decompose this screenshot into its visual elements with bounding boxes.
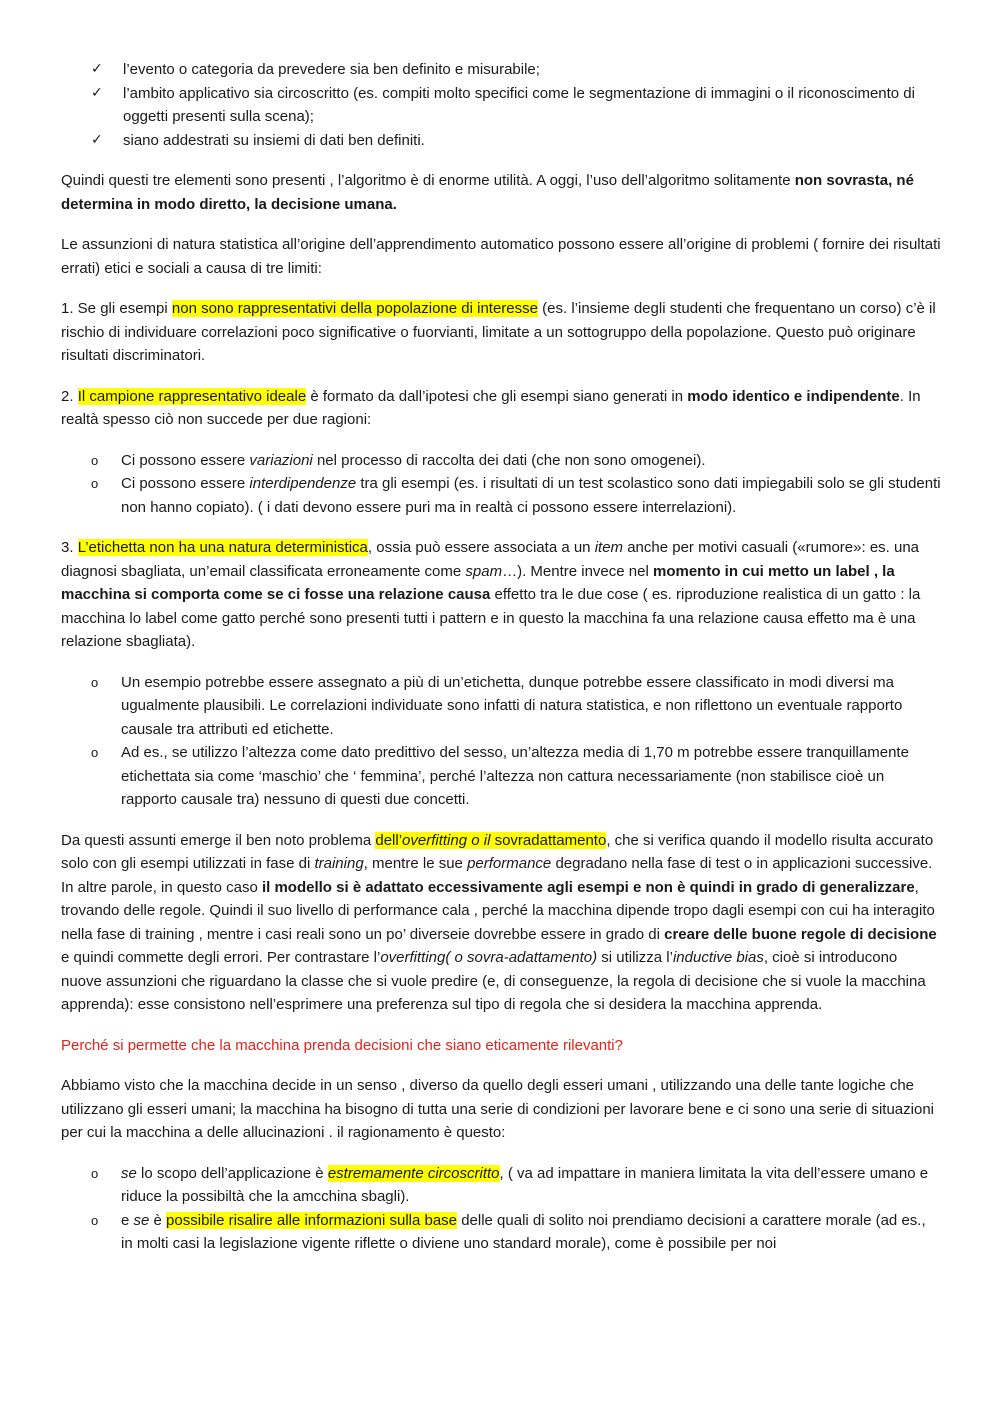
paragraph-limit-2: 2. Il campione rappresentativo ideale è formato da dall’ipotesi che gli esempi siano generati in modo identico e indipendente. In realtà spesso ciò non succede per due ragioni: [61, 387, 921, 428]
highlight: estremamente circoscritto [327, 1164, 500, 1182]
list-item: o Ad es., se utilizzo l’altezza come dato predittivo del sesso, un’altezza media di 1,70 m potrebbe essere tranquillamente etichettata sia come ‘maschio’ che ‘ femmina’, perché l’altezza non cattura necessariamente (non stabilisce cioè un rapporto causale tra) nessuno di questi due concetti. [61, 741, 941, 812]
bullet-circle-icon: o [91, 452, 99, 468]
list-item: ✓ siano addestrati su insiemi di dati ben definiti. [61, 129, 941, 153]
list-item: o Ci possono essere interdipendenze tra gli esempi (es. i risultati di un test scolastico sono dati impiegabili solo se gli studenti non hanno copiato). ( i dati devono essere puri ma in realtà ci possono essere interrelazioni). [61, 472, 941, 519]
bullet-circle-icon: o [91, 745, 99, 760]
checkmark-icon: ✓ [91, 84, 103, 101]
highlight: non sono rappresentativi della popolazione di interesse [171, 300, 538, 317]
list-item: o Un esempio potrebbe essere assegnato a più di un’etichetta, dunque potrebbe essere classificato in modi diversi ma ugualmente plausibili. Le correlazioni individuate sono infatti di natura statistica, e non riflettono un eventuale rapporto causale tra attributi ed etichette. [61, 671, 941, 742]
paragraph-overfitting: Da questi assunti emerge il ben noto problema dell’overfitting o il sovradattamento, che si verifica quando il modello risulta accurato solo con gli esempi utilizzati in fase di training, mentre le sue performance degradano nella fase di test o in applicazioni successive. In altre parole, in questo caso il modello si è adattato eccessivamente agli esempi e non è quindi in grado di generalizzare, trovando delle regole. Quindi il suo livello di performance cala , perché la macchina dipende tropo dagli esempi con cui ha interagito nella fase di training , mentre i casi reali sono un po’ diverseie dovrebbe essere in grado di creare delle buone regole di decisione e quindi commette degli errori. Per contrastare l’overfitting( o sovra-adattamento) si utilizza l’inductive bias, cioè si introducono nuove assunzioni che riguardano la classe che si vuole predire (e, di conseguenze, la regola di decisione che si vuole la macchina apprenda): esse consistono nell’esprimere una preferenza sul tipo di regola che si desidera la macchina apprenda. [61, 831, 937, 1013]
paragraph-limit-1: 1. Se gli esempi non sono rappresentativi della popolazione di interesse (es. l’insieme degli studenti che frequentano un corso) c’è il rischio di individuare correlazioni poco significative o fuorvianti, limitate a un sottogruppo della popolazione. Questo può originare risultati discriminatori. [61, 300, 936, 364]
paragraph-machine-decisions: Abbiamo visto che la macchina decide in un senso , diverso da quello degli esseri umani , utilizzando una delle tante logiche che utilizzano gli esseri umani; la macchina ha bisogno di tutta una serie di condizioni per lavorare bene e ci sono una serie di situazioni per cui la macchina a delle allucinazioni . il ragionamento è questo: [61, 1077, 935, 1141]
checkmark-icon: ✓ [91, 131, 103, 148]
list-item: ✓ l’ambito applicativo sia circoscritto (es. compiti molto specifici come le segmentazione di immagini o il riconoscimento di oggetti presenti sulla scena); [61, 82, 941, 129]
requirements-checklist [61, 58, 941, 152]
reasons-list [61, 449, 941, 520]
highlight: L’etichetta non ha una natura deterministica [77, 539, 368, 556]
highlight: possibile risalire alle informazioni sulla base [166, 1211, 458, 1229]
question-heading: Perché si permette che la macchina prenda decisioni che siano eticamente rilevanti? [61, 1036, 623, 1054]
paragraph-limit-3: 3. L’etichetta non ha una natura deterministica, ossia può essere associata a un item anche per motivi casuali («rumore»: es. una diagnosi sbagliata, un’email classificata erroneamente come spam…). Mentre invece nel momento in cui metto un label , la macchina si comporta come se ci fosse una relazione causa effetto tra le due cose ( es. riproduzione realistica di un gatto : la macchina lo label come gatto perché sono presenti tutti i pattern e in questo la macchina fa una relazione causa effetto ma è una relazione sbagliata). [61, 539, 921, 650]
checkmark-icon: ✓ [91, 61, 103, 77]
list-item: o e se è possibile risalire alle informazioni sulla base delle quali di solito noi prendiamo decisioni a carattere morale (ad es., in molti casi la legislazione vigente riflette o diviene uno standard morale), come è possibile per noi [61, 1209, 941, 1256]
paragraph-utility: Quindi questi tre elementi sono presenti , l’algoritmo è di enorme utilità. A oggi, l’uso dell’algoritmo solitamente non sovrasta, né determina in modo diretto, la decisione umana. [61, 172, 914, 213]
bullet-circle-icon: o [91, 1165, 99, 1181]
bullet-circle-icon: o [91, 674, 99, 690]
paragraph-statistical-assumptions: Le assunzioni di natura statistica all’origine dell’apprendimento automatico possono essere all’origine di problemi ( fornire dei risultati errati) etici e sociali a causa di tre limiti: [61, 236, 941, 277]
list-item: ✓ l’evento o categoria da prevedere sia ben definito e misurabile; [61, 58, 941, 82]
bullet-circle-icon: o [91, 476, 99, 491]
highlight: dell’overfitting o il sovradattamento [375, 831, 607, 849]
conditions-list [61, 1162, 941, 1256]
highlight: Il campione rappresentativo ideale [77, 387, 307, 405]
list-item: o se lo scopo dell’applicazione è estremamente circoscritto, ( va ad impattare in maniera limitata la vita dell’essere umano e riduce la possibiltà che la amcchina sbagli). [61, 1162, 941, 1209]
label-examples-list [61, 671, 941, 812]
list-item: o Ci possono essere variazioni nel processo di raccolta dei dati (che non sono omogenei). [61, 449, 941, 473]
bullet-circle-icon: o [91, 1212, 99, 1228]
document-page [61, 58, 941, 1273]
